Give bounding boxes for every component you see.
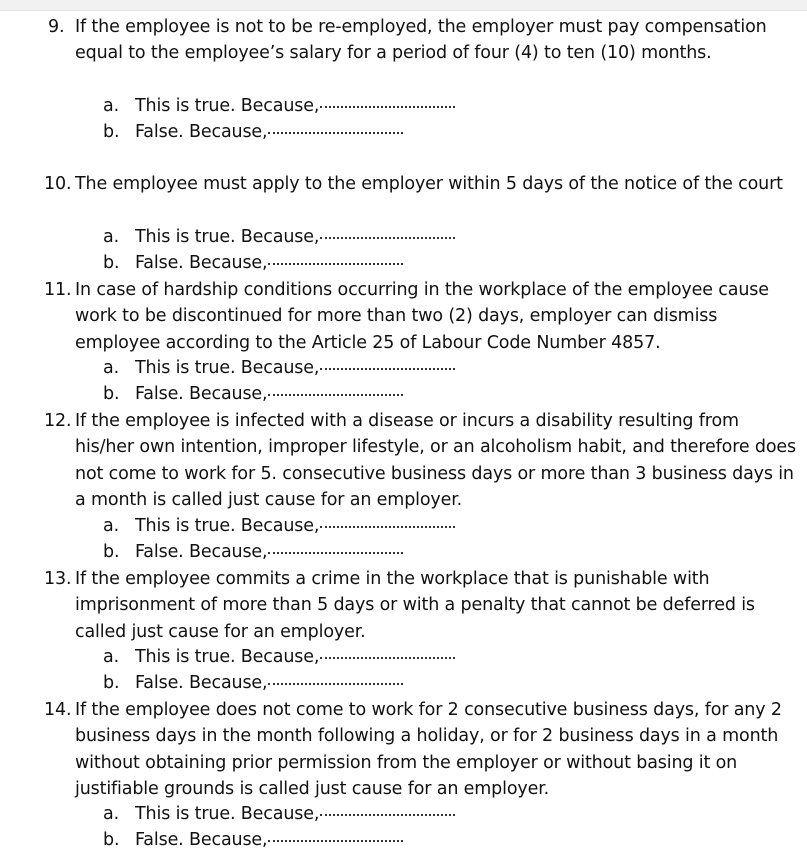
option-letter: a. [103, 227, 119, 247]
option-letter: b. [103, 542, 120, 562]
option-letter: a. [103, 516, 119, 536]
option-letter: b. [103, 673, 120, 693]
option-letter: b. [103, 384, 120, 404]
question-text: The employee must apply to the employer within 5 days of the notice of the court [75, 174, 783, 194]
question-number: 14. [44, 700, 72, 720]
option-text: This is true. Because, [135, 804, 320, 824]
option-b[interactable] [103, 827, 403, 853]
option-text: False. Because, [135, 122, 268, 142]
option-text: False. Because, [135, 830, 268, 850]
option-text: False. Because, [135, 253, 268, 273]
question-number: 11. [44, 280, 72, 300]
option-b[interactable] [103, 119, 403, 145]
option-text: This is true. Because, [135, 96, 320, 116]
question-text: If the employee commits a crime in the workplace that is punishable with imprisonment of more than 5 days or with a penalty that cannot be deferred is called just cause for an employer. [75, 569, 755, 642]
option-letter: b. [103, 122, 120, 142]
answer-blank[interactable] [320, 232, 455, 239]
answer-blank[interactable] [268, 389, 403, 396]
question-text: If the employee is infected with a disease or incurs a disability resulting from his/her own intention, improper lifestyle, or an alcoholism habit, and therefore does not come to work for 5. consecutive business days or more than 3 business days in a month is called just cause for an employer. [75, 411, 797, 510]
question-number: 10. [44, 174, 72, 194]
option-b[interactable] [103, 250, 403, 276]
option-text: This is true. Because, [135, 358, 320, 378]
option-letter: a. [103, 358, 119, 378]
option-letter: b. [103, 253, 120, 273]
answer-blank[interactable] [320, 652, 455, 659]
question-number: 9. [48, 17, 65, 37]
option-letter: a. [103, 647, 119, 667]
viewer-top-edge [0, 0, 807, 11]
option-a[interactable] [103, 644, 455, 670]
option-letter: b. [103, 830, 120, 850]
answer-blank[interactable] [320, 363, 455, 370]
option-text: False. Because, [135, 542, 268, 562]
answer-blank[interactable] [320, 521, 455, 528]
option-text: This is true. Because, [135, 647, 320, 667]
option-b[interactable] [103, 381, 403, 407]
option-b[interactable] [103, 539, 403, 565]
answer-blank[interactable] [320, 809, 455, 816]
option-a[interactable] [103, 801, 455, 827]
question-text: If the employee is not to be re-employed, the employer must pay compensation equal to the employee’s salary for a period of four (4) to ten (10) months. [75, 17, 767, 64]
answer-blank[interactable] [268, 547, 403, 554]
question-text: If the employee does not come to work for 2 consecutive business days, for any 2 business days in the month following a holiday, or for 2 business days in a month without obtaining prior permission from the employer or without basing it on justifiable grounds is called just cause for an employer. [75, 700, 782, 799]
question-number: 12. [44, 411, 72, 431]
question-number: 13. [44, 569, 72, 589]
question-text: In case of hardship conditions occurring in the workplace of the employee cause work to be discontinued for more than two (2) days, employer can dismiss employee according to the Article 25 of Labour Code Number 4857. [75, 280, 769, 353]
answer-blank[interactable] [320, 101, 455, 108]
option-text: False. Because, [135, 384, 268, 404]
option-a[interactable] [103, 93, 455, 119]
answer-blank[interactable] [268, 835, 403, 842]
option-letter: a. [103, 804, 119, 824]
option-text: This is true. Because, [135, 227, 320, 247]
answer-blank[interactable] [268, 678, 403, 685]
option-b[interactable] [103, 670, 403, 696]
option-a[interactable] [103, 224, 455, 250]
option-text: This is true. Because, [135, 516, 320, 536]
answer-blank[interactable] [268, 127, 403, 134]
option-text: False. Because, [135, 673, 268, 693]
option-a[interactable] [103, 355, 455, 381]
option-a[interactable] [103, 513, 455, 539]
answer-blank[interactable] [268, 258, 403, 265]
option-letter: a. [103, 96, 119, 116]
